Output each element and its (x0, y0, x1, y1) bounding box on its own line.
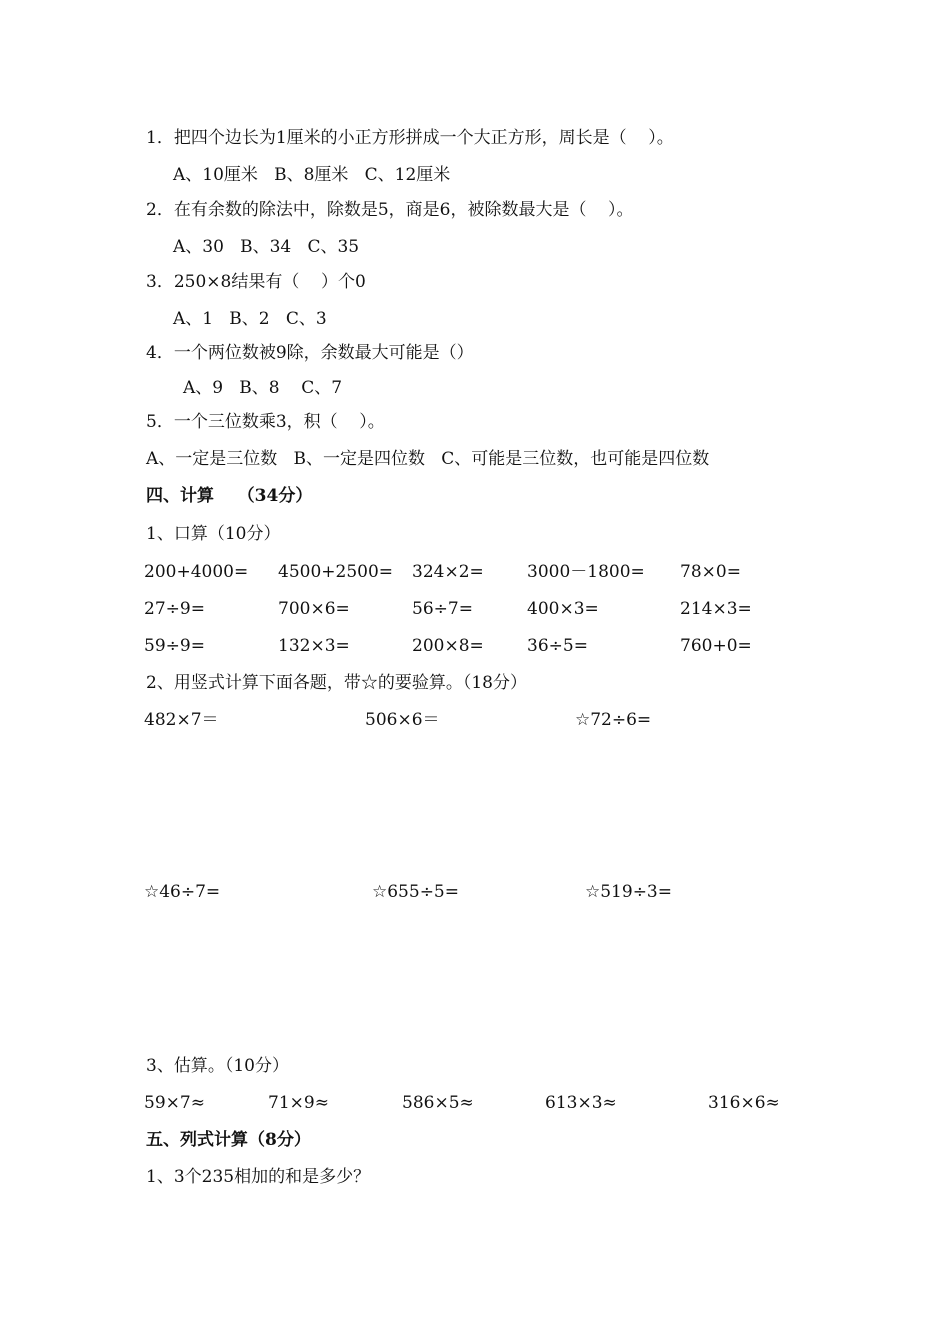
oral-cell: 760+0= (680, 636, 752, 656)
vertical-problem: 506×6＝ (365, 710, 440, 730)
section-4-title: 四、计算 （34分） (146, 486, 313, 506)
estimate-problem: 613×3≈ (545, 1093, 617, 1113)
vertical-calc-title: 2、用竖式计算下面各题，带☆的要验算。（18分） (146, 673, 527, 693)
vertical-problem: ☆46÷7= (144, 882, 221, 902)
oral-cell: 36÷5= (527, 636, 588, 656)
oral-cell: 400×3= (527, 599, 599, 619)
vertical-problem: ☆72÷6= (575, 710, 652, 730)
question-5: 5．一个三位数乘3，积（ ）。 (146, 412, 385, 432)
estimate-problem: 316×6≈ (708, 1093, 780, 1113)
question-1-options: A、10厘米 B、8厘米 C、12厘米 (173, 165, 451, 185)
oral-cell: 132×3= (278, 636, 350, 656)
oral-cell: 200×8= (412, 636, 484, 656)
vertical-problem: ☆655÷5= (372, 882, 459, 902)
oral-cell: 78×0= (680, 562, 741, 582)
vertical-problem: ☆519÷3= (585, 882, 672, 902)
oral-cell: 214×3= (680, 599, 752, 619)
vertical-problem: 482×7＝ (144, 710, 219, 730)
oral-cell: 324×2= (412, 562, 484, 582)
question-4: 4．一个两位数被9除，余数最大可能是（） (146, 343, 474, 363)
oral-cell: 59÷9= (144, 636, 205, 656)
question-1: 1．把四个边长为1厘米的小正方形拼成一个大正方形，周长是（ ）。 (146, 128, 674, 148)
question-2-options: A、30 B、34 C、35 (173, 237, 360, 257)
question-3: 3．250×8结果有（ ）个0 (146, 272, 366, 292)
oral-cell: 4500+2500= (278, 562, 394, 582)
oral-cell: 3000－1800= (527, 562, 645, 582)
estimate-problem: 59×7≈ (144, 1093, 205, 1113)
question-3-options: A、1 B、2 C、3 (173, 309, 327, 329)
estimate-problem: 71×9≈ (268, 1093, 329, 1113)
section-5-question-1: 1、3个235相加的和是多少？ (146, 1167, 371, 1187)
oral-cell: 56÷7= (412, 599, 473, 619)
question-4-options: A、9 B、8 C、7 (183, 378, 343, 398)
section-5-title: 五、列式计算（8分） (146, 1130, 311, 1150)
oral-cell: 27÷9= (144, 599, 205, 619)
question-5-options: A、一定是三位数 B、一定是四位数 C、可能是三位数，也可能是四位数 (146, 449, 710, 469)
estimate-problem: 586×5≈ (402, 1093, 474, 1113)
estimate-title: 3、估算。（10分） (146, 1056, 289, 1076)
question-2: 2．在有余数的除法中，除数是5，商是6，被除数最大是（ ）。 (146, 200, 634, 220)
oral-cell: 700×6= (278, 599, 350, 619)
oral-cell: 200+4000= (144, 562, 249, 582)
oral-calc-title: 1、口算（10分） (146, 524, 281, 544)
